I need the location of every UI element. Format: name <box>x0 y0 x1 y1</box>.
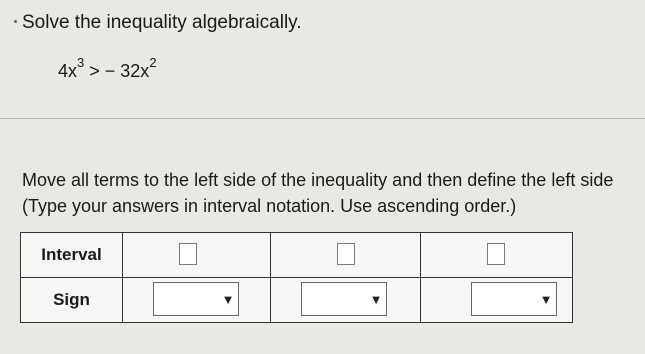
inequality-lhs-exponent: 3 <box>77 55 85 70</box>
sign-cell <box>421 278 572 322</box>
interval-cell <box>123 233 271 277</box>
bullet-dot <box>14 20 17 23</box>
sign-dropdown-2[interactable] <box>301 282 387 316</box>
triangle-down-icon: ▼ <box>369 291 383 307</box>
instruction-text: Move all terms to the left side of the inequality and then define the left side <box>22 170 614 190</box>
inequality-rhs-exponent: 2 <box>149 55 157 70</box>
interval-cell <box>271 233 421 277</box>
interval-input-1[interactable] <box>179 243 197 265</box>
sign-chart-table <box>20 232 573 323</box>
interval-input-3[interactable] <box>487 243 505 265</box>
interval-cell <box>421 233 572 277</box>
section-divider <box>0 118 645 119</box>
sign-row <box>21 278 572 322</box>
interval-row-label: Interval <box>21 233 123 277</box>
inequality-lhs: 4x <box>58 61 78 81</box>
sign-cell <box>271 278 421 322</box>
sign-cell <box>123 278 271 322</box>
triangle-down-icon: ▼ <box>539 291 553 307</box>
interval-row <box>21 233 572 278</box>
inequality-expression <box>58 55 157 82</box>
sign-row-label: Sign <box>21 278 123 322</box>
sign-dropdown-3[interactable] <box>471 282 557 316</box>
triangle-down-icon: ▼ <box>221 291 235 307</box>
inequality-relation-rhs: > − 32x <box>84 61 150 81</box>
interval-input-2[interactable] <box>337 243 355 265</box>
problem-prompt: Solve the inequality algebraically. <box>22 12 302 33</box>
instruction-note: (Type your answers in interval notation. Use ascending order.) <box>22 196 517 216</box>
sign-dropdown-1[interactable] <box>153 282 239 316</box>
